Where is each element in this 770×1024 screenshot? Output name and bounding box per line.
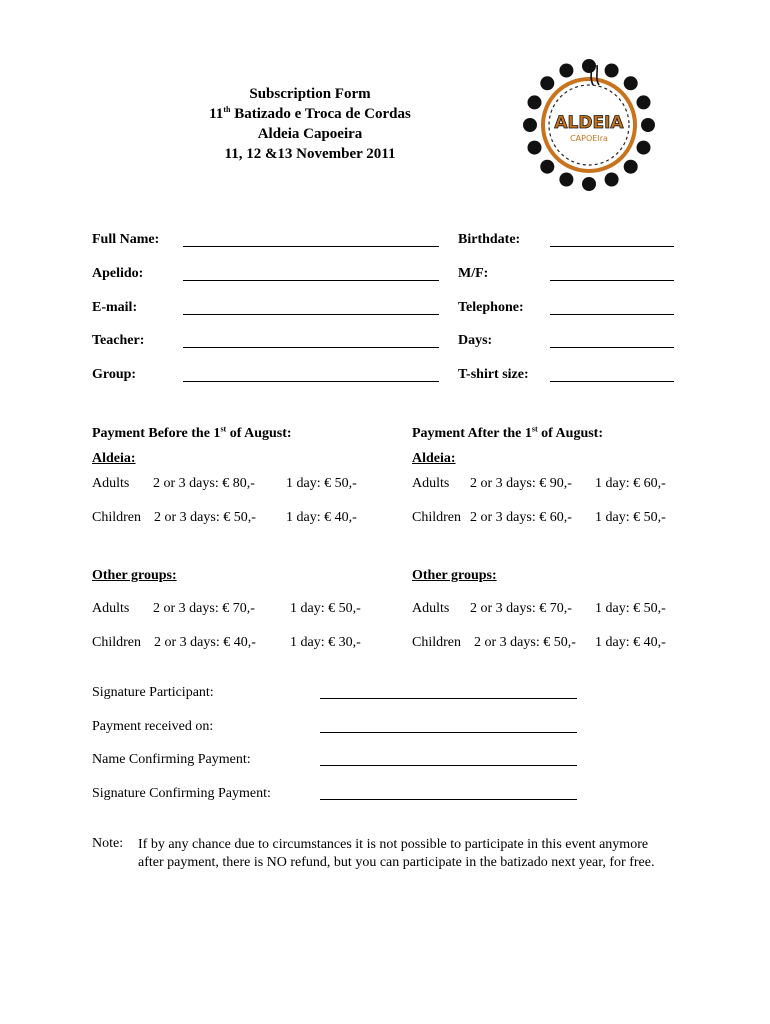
payment-before-heading-sup: st — [220, 424, 227, 434]
gender-label: M/F: — [458, 266, 489, 281]
after-aldeia-children-single: 1 day: € 50,- — [595, 510, 666, 525]
after-other-children-single: 1 day: € 40,- — [595, 635, 666, 650]
tshirt-size-field[interactable] — [550, 381, 674, 382]
signature-confirming-field[interactable] — [320, 799, 577, 800]
group-field[interactable] — [183, 381, 439, 382]
payment-before-heading-text: Payment Before the 1 — [92, 426, 221, 441]
after-aldeia-heading: Aldeia: — [412, 451, 456, 466]
birthdate-label: Birthdate: — [458, 232, 521, 247]
payment-after-heading-text: Payment After the 1 — [412, 426, 532, 441]
before-aldeia-adults-label: Adults — [92, 476, 130, 491]
logo-dot — [523, 118, 537, 132]
days-label: Days: — [458, 333, 493, 348]
signature-participant-field[interactable] — [320, 698, 577, 699]
before-aldeia-adults-single: 1 day: € 50,- — [286, 476, 357, 491]
after-aldeia-adults-label: Adults — [412, 476, 450, 491]
logo-dot — [582, 177, 596, 191]
event-dates: 11, 12 &13 November 2011 — [224, 146, 396, 162]
form-title: Subscription Form — [249, 86, 371, 102]
telephone-field[interactable] — [550, 314, 674, 315]
before-other-groups-heading: Other groups: — [92, 568, 177, 583]
after-aldeia-children-label: Children — [412, 510, 461, 525]
aldeia-capoeira-logo — [519, 55, 659, 193]
logo-subtitle: CAPOEIra — [570, 134, 608, 143]
logo-dot — [641, 118, 655, 132]
teacher-field[interactable] — [183, 347, 439, 348]
event-title — [160, 104, 460, 124]
name-confirming-field[interactable] — [320, 765, 577, 766]
logo-dot — [559, 173, 573, 187]
before-aldeia-heading: Aldeia: — [92, 451, 136, 466]
email-label: E-mail: — [92, 300, 138, 315]
email-field[interactable] — [183, 314, 439, 315]
logo-dot — [540, 160, 554, 174]
logo-dot — [624, 76, 638, 90]
gender-field[interactable] — [550, 280, 674, 281]
full-name-label: Full Name: — [92, 232, 160, 247]
payment-received-label: Payment received on: — [92, 719, 214, 734]
logo-dot — [540, 76, 554, 90]
group-label: Group: — [92, 367, 137, 382]
before-other-adults-label: Adults — [92, 601, 130, 616]
logo-dot — [605, 173, 619, 187]
note-text: If by any chance due to circumstances it is not possible to participate in this event anymore after payment, there is NO refund, but you can participate in the batizado next year, for free. — [138, 837, 655, 870]
payment-after-heading-suffix: of August: — [537, 426, 604, 441]
event-number: 11 — [209, 106, 224, 122]
after-aldeia-children-multi: 2 or 3 days: € 60,- — [470, 510, 572, 525]
before-other-adults-single: 1 day: € 50,- — [290, 601, 361, 616]
birthdate-field[interactable] — [550, 246, 674, 247]
after-other-adults-label: Adults — [412, 601, 450, 616]
payment-before-heading-suffix: of August: — [226, 426, 292, 441]
after-other-adults-multi: 2 or 3 days: € 70,- — [470, 601, 572, 616]
logo-dot — [528, 141, 542, 155]
logo-dot — [582, 59, 596, 73]
before-other-adults-multi: 2 or 3 days: € 70,- — [153, 601, 255, 616]
name-confirming-label: Name Confirming Payment: — [92, 752, 251, 767]
before-aldeia-children-label: Children — [92, 510, 141, 525]
logo-dot — [528, 95, 542, 109]
apelido-label: Apelido: — [92, 266, 144, 281]
payment-before-heading — [92, 426, 292, 442]
organizer-name: Aldeia Capoeira — [257, 126, 363, 142]
logo-word: ALDEIA — [554, 113, 624, 133]
logo-dot — [637, 141, 651, 155]
before-aldeia-adults-multi: 2 or 3 days: € 80,- — [153, 476, 255, 491]
teacher-label: Teacher: — [92, 333, 145, 348]
before-other-children-multi: 2 or 3 days: € 40,- — [154, 635, 256, 650]
logo-dot — [559, 64, 573, 78]
payment-after-heading-sup: st — [531, 424, 538, 434]
after-other-adults-single: 1 day: € 50,- — [595, 601, 666, 616]
payment-after-heading — [412, 426, 603, 442]
after-other-groups-heading: Other groups: — [412, 568, 497, 583]
after-other-children-multi: 2 or 3 days: € 50,- — [474, 635, 576, 650]
before-aldeia-children-multi: 2 or 3 days: € 50,- — [154, 510, 256, 525]
note-label: Note: — [92, 836, 124, 851]
full-name-field[interactable] — [183, 246, 439, 247]
logo-dot — [605, 64, 619, 78]
logo-dot — [624, 160, 638, 174]
apelido-field[interactable] — [183, 280, 439, 281]
before-aldeia-children-single: 1 day: € 40,- — [286, 510, 357, 525]
after-aldeia-adults-single: 1 day: € 60,- — [595, 476, 666, 491]
after-other-children-label: Children — [412, 635, 461, 650]
payment-received-field[interactable] — [320, 732, 577, 733]
event-number-suffix: th — [223, 105, 231, 114]
signature-participant-label: Signature Participant: — [92, 685, 214, 700]
after-aldeia-adults-multi: 2 or 3 days: € 90,- — [470, 476, 572, 491]
tshirt-size-label: T-shirt size: — [458, 367, 529, 382]
telephone-label: Telephone: — [458, 300, 524, 315]
signature-confirming-label: Signature Confirming Payment: — [92, 786, 271, 801]
days-field[interactable] — [550, 347, 674, 348]
event-name: Batizado e Troca de Cordas — [230, 106, 411, 122]
before-other-children-label: Children — [92, 635, 141, 650]
logo-dot — [637, 95, 651, 109]
before-other-children-single: 1 day: € 30,- — [290, 635, 361, 650]
